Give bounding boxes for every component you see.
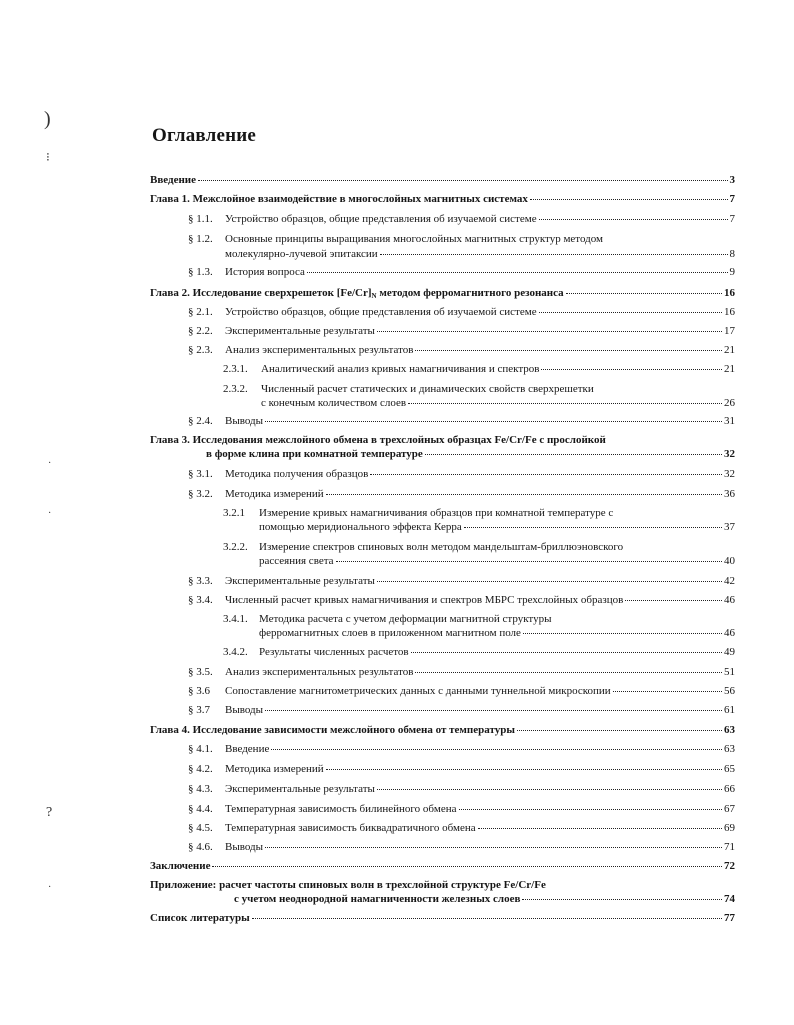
toc-entry-section-2-2[interactable]: § 2.2. Экспериментальные результаты 17 <box>188 325 735 337</box>
toc-entry-subsection-2-3-1[interactable]: 2.3.1. Аналитический анализ кривых намагничивания и спектров 21 <box>223 363 735 375</box>
toc-entry-section-3-1[interactable]: § 3.1. Методика получения образцов 32 <box>188 468 735 480</box>
toc-entry-appendix-cont[interactable]: с учетом неоднородной намагниченности железных слоев 74 <box>234 893 735 905</box>
toc-entry-chapter-4[interactable]: Глава 4. Исследование зависимости межслойного обмена от температуры 63 <box>150 724 735 736</box>
toc-entry-section-4-5[interactable]: § 4.5. Температурная зависимость биквадратичного обмена 69 <box>188 822 735 834</box>
scan-mark: · <box>48 508 52 519</box>
toc-entry-section-1-2[interactable]: § 1.2. Основные принципы выращивания многослойных магнитных структур методом <box>188 233 603 245</box>
toc-entry-subsection-3-2-2-cont[interactable]: рассеяния света 40 <box>259 555 735 567</box>
toc-entry-appendix[interactable]: Приложение: расчет частоты спиновых волн в трехслойной структуре Fe/Cr/Fe <box>150 879 546 891</box>
toc-entry-chapter-2[interactable]: Глава 2. Исследование сверхрешеток [Fe/Cr]N методом ферромагнитного резонанса 16 <box>150 287 735 300</box>
toc-entry-section-3-6[interactable]: § 3.6 Сопоставление магнитометрических данных с данными туннельной микроскопии 56 <box>188 685 735 697</box>
scan-mark: ⁝ <box>46 150 50 164</box>
toc-entry-section-4-4[interactable]: § 4.4. Температурная зависимость билинейного обмена 67 <box>188 803 735 815</box>
toc-entry-section-3-5[interactable]: § 3.5. Анализ экспериментальных результатов 51 <box>188 666 735 678</box>
toc-entry-subsection-3-4-2[interactable]: 3.4.2. Результаты численных расчетов 49 <box>223 646 735 658</box>
scan-mark: · <box>48 458 52 469</box>
toc-entry-subsection-3-2-2[interactable]: 3.2.2. Измерение спектров спиновых волн методом мандельштам-бриллюэновского <box>223 541 624 553</box>
toc-entry-conclusion[interactable]: Заключение 72 <box>150 860 735 872</box>
toc-entry-section-3-4[interactable]: § 3.4. Численный расчет кривых намагничивания и спектров МБРС трехслойных образцов 46 <box>188 594 735 606</box>
toc-entry-subsection-3-2-1-cont[interactable]: помощью меридионального эффекта Керра 37 <box>259 521 735 533</box>
scan-mark: · <box>48 882 52 893</box>
toc-entry-section-3-2[interactable]: § 3.2. Методика измерений 36 <box>188 488 735 500</box>
toc-entry-section-4-6[interactable]: § 4.6. Выводы 71 <box>188 841 735 853</box>
toc-entry-section-2-3[interactable]: § 2.3. Анализ экспериментальных результатов 21 <box>188 344 735 356</box>
toc-entry-section-4-3[interactable]: § 4.3. Экспериментальные результаты 66 <box>188 783 735 795</box>
toc-entry-section-4-1[interactable]: § 4.1. Введение 63 <box>188 743 735 755</box>
toc-entry-subsection-2-3-2[interactable]: 2.3.2. Численный расчет статических и динамических свойств сверхрешетки <box>223 383 594 395</box>
toc-entry-chapter-1[interactable]: Глава 1. Межслойное взаимодействие в многослойных магнитных системах 7 <box>150 193 735 205</box>
scan-mark: ) <box>44 108 51 130</box>
toc-entry-subsection-2-3-2-cont[interactable]: с конечным количеством слоев 26 <box>261 397 735 409</box>
toc-entry-section-3-3[interactable]: § 3.3. Экспериментальные результаты 42 <box>188 575 735 587</box>
toc-entry-section-1-2-cont[interactable]: молекулярно-лучевой эпитаксии 8 <box>225 248 735 260</box>
toc-entry-section-2-4[interactable]: § 2.4. Выводы 31 <box>188 415 735 427</box>
toc-entry-chapter-3-cont[interactable]: в форме клина при комнатной температуре 32 <box>206 448 735 460</box>
toc-entry-section-1-3[interactable]: § 1.3. История вопроса 9 <box>188 266 735 278</box>
toc-entry-section-2-1[interactable]: § 2.1. Устройство образцов, общие представления об изучаемой системе 16 <box>188 306 735 318</box>
page-title: Оглавление <box>152 125 257 146</box>
toc-entry-subsection-3-4-1-cont[interactable]: ферромагнитных слоев в приложенном магнитном поле 46 <box>259 627 735 639</box>
toc-entry-section-4-2[interactable]: § 4.2. Методика измерений 65 <box>188 763 735 775</box>
toc-entry-section-1-1[interactable]: § 1.1. Устройство образцов, общие представления об изучаемой системе 7 <box>188 213 735 225</box>
toc-entry-subsection-3-2-1[interactable]: 3.2.1 Измерение кривых намагничивания образцов при комнатной температуре с <box>223 507 614 519</box>
toc-entry-intro[interactable]: Введение 3 <box>150 174 735 186</box>
toc-entry-references[interactable]: Список литературы 77 <box>150 912 735 924</box>
scan-mark: ? <box>46 805 53 820</box>
toc-entry-section-3-7[interactable]: § 3.7 Выводы 61 <box>188 704 735 716</box>
toc-entry-subsection-3-4-1[interactable]: 3.4.1. Методика расчета с учетом деформации магнитной структуры <box>223 613 552 625</box>
toc-entry-chapter-3[interactable]: Глава 3. Исследования межслойного обмена в трехслойных образцах Fe/Cr/Fe с прослойкой <box>150 434 606 446</box>
